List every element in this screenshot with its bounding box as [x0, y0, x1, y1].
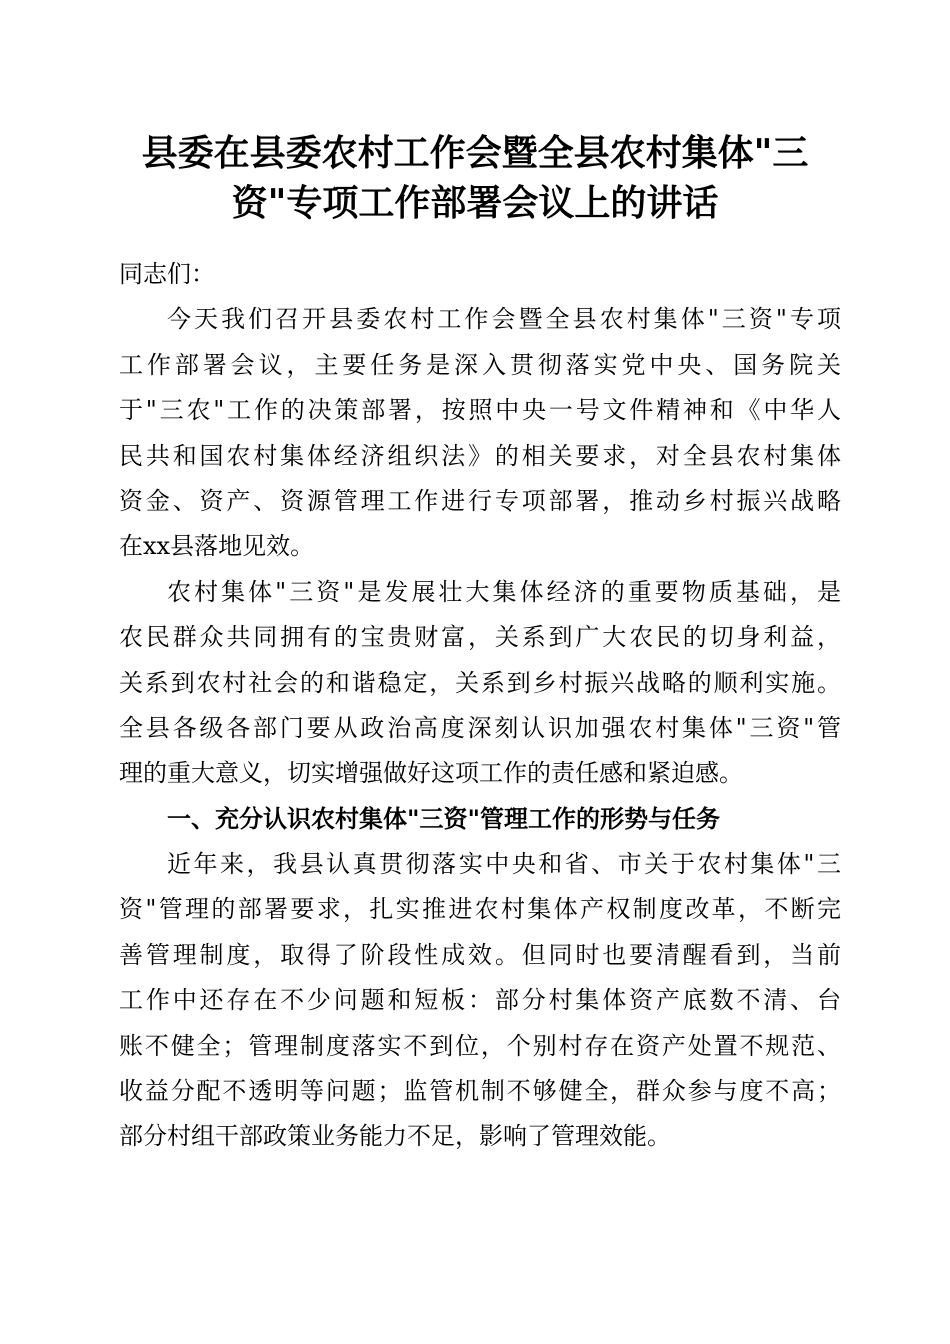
paragraph-line: 部分村组干部政策业务能力不足，影响了管理效能。 [119, 1122, 671, 1151]
section-heading-1: 一、充分认识农村集体"三资"管理工作的形势与任务 [167, 804, 721, 833]
paragraph-line: 民共和国农村集体经济组织法》的相关要求，对全县农村集体 [119, 441, 841, 470]
paragraph-line: 理的重大意义，切实增强做好这项工作的责任感和紧迫感。 [119, 759, 743, 788]
paragraph-line: 善管理制度，取得了阶段性成效。但同时也要清醒看到，当前 [119, 940, 841, 969]
paragraph-line: 全县各级各部门要从政治高度深刻认识加强农村集体"三资"管 [119, 713, 841, 742]
paragraph-line: 资金、资产、资源管理工作进行专项部署，推动乡村振兴战略 [119, 486, 841, 515]
paragraph-line: 农村集体"三资"是发展壮大集体经济的重要物质基础，是 [167, 577, 841, 606]
title-line-1: 县委在县委农村工作会暨全县农村集体"三 [141, 132, 809, 174]
paragraph-line: 关系到农村社会的和谐稳定，关系到乡村振兴战略的顺利实施。 [119, 668, 841, 697]
paragraph-line: 工作部署会议，主要任务是深入贯彻落实党中央、国务院关 [119, 350, 841, 379]
salutation: 同志们： [119, 260, 215, 288]
paragraph-line: 收益分配不透明等问题；监管机制不够健全，群众参与度不高； [119, 1077, 841, 1106]
paragraph-1 [119, 297, 841, 569]
paragraph-line: 近年来，我县认真贯彻落实中央和省、市关于农村集体"三 [167, 850, 841, 879]
paragraph-line: 工作中还存在不少问题和短板：部分村集体资产底数不清、台 [119, 986, 841, 1015]
document-body [119, 252, 841, 1160]
paragraph-line: 于"三农"工作的决策部署，按照中央一号文件精神和《中华人 [119, 396, 841, 425]
paragraph-line: 农民群众共同拥有的宝贵财富，关系到广大农民的切身利益， [119, 623, 841, 652]
paragraph-line: 今天我们召开县委农村工作会暨全县农村集体"三资"专项 [167, 305, 841, 334]
paragraph-line: 在xx县落地见效。 [119, 532, 315, 561]
title-line-2: 资"专项工作部署会议上的讲话 [231, 182, 719, 224]
paragraph-line: 账不健全；管理制度落实不到位，个别村存在资产处置不规范、 [119, 1031, 841, 1060]
paragraph-2 [119, 570, 841, 797]
paragraph-line: 资"管理的部署要求，扎实推进农村集体产权制度改革，不断完 [119, 895, 841, 924]
paragraph-3 [119, 842, 841, 1160]
document-title [100, 128, 850, 228]
